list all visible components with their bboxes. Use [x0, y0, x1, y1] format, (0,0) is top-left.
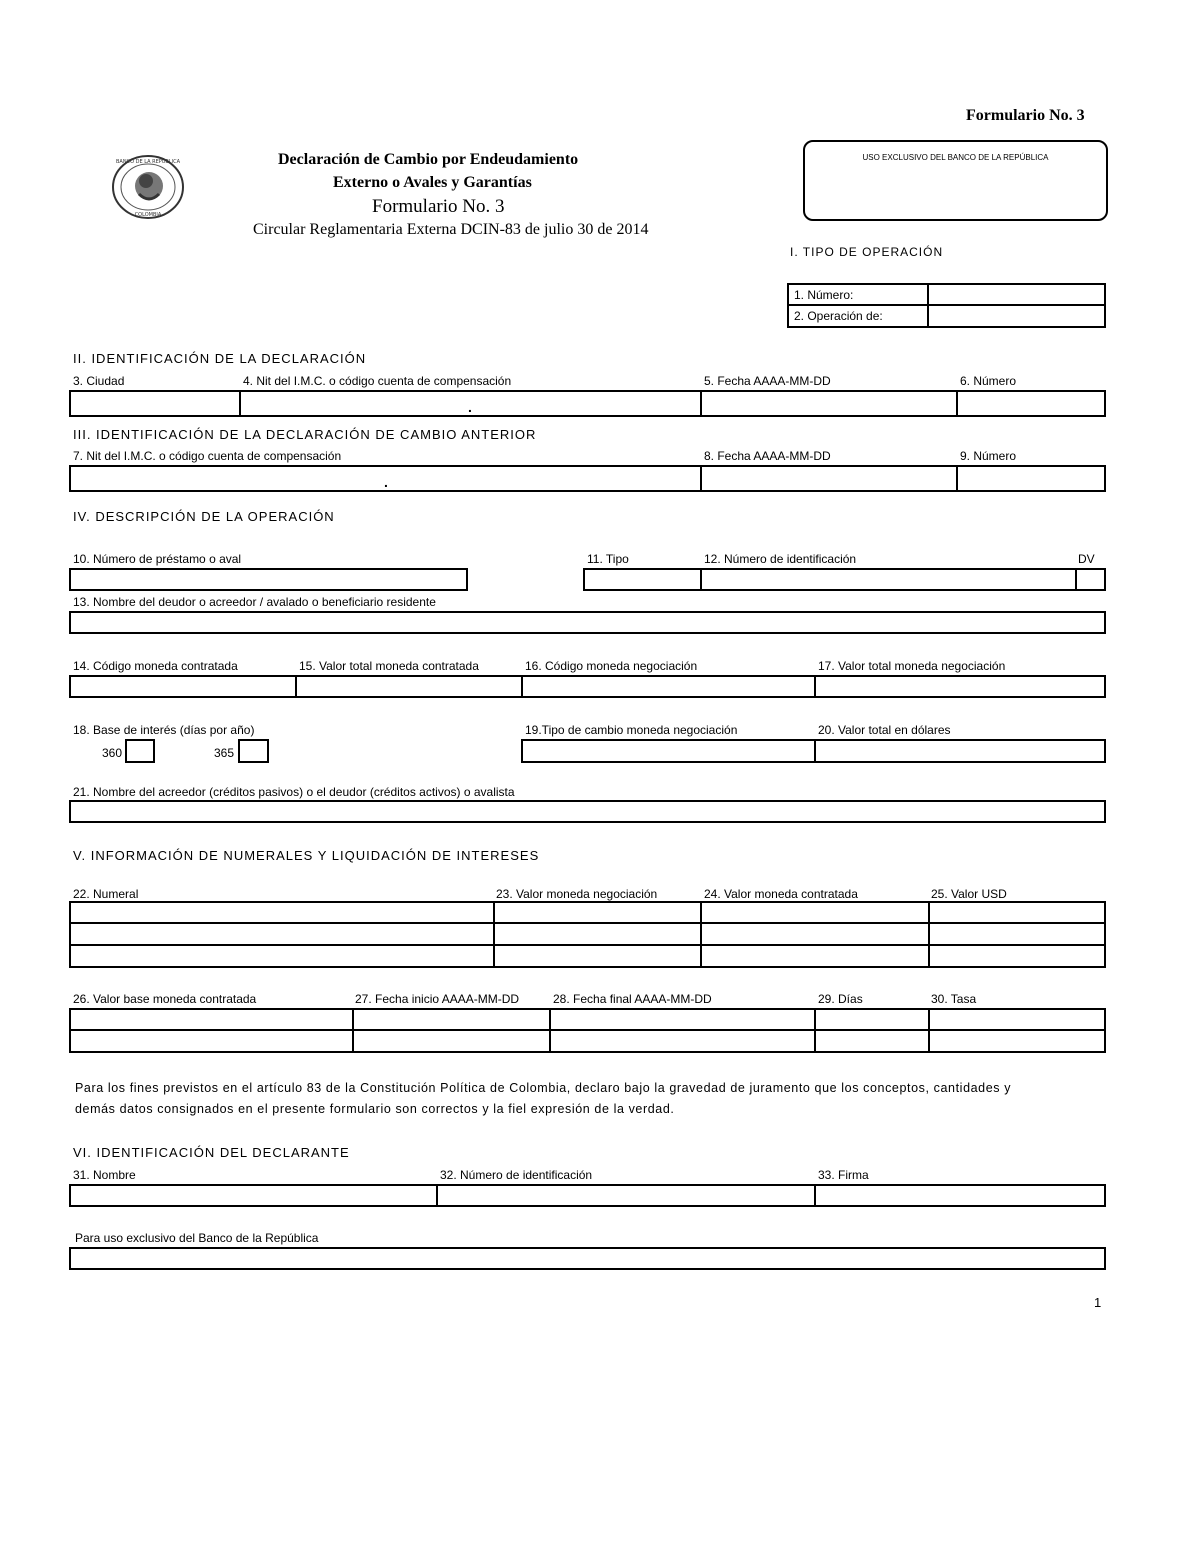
svg-text:COLOMBIA: COLOMBIA [134, 212, 162, 218]
intereses-row-1[interactable] [72, 1011, 1103, 1028]
base-interes-label: 18. Base de interés (días por año) [73, 723, 255, 737]
form-title-line1: Declaración de Cambio por Endeudamiento [278, 151, 579, 168]
valor-moneda-contratada-input[interactable] [298, 678, 520, 695]
page-number: 1 [1094, 1295, 1102, 1310]
numerales-row-3[interactable] [72, 947, 1103, 965]
fecha-input[interactable] [703, 393, 955, 414]
codigo-moneda-negociacion-input[interactable] [524, 678, 813, 695]
opt-360-label: 360 [102, 746, 123, 760]
firma-input[interactable] [817, 1187, 1103, 1204]
nombre-acreedor-label: 21. Nombre del acreedor (créditos pasivos) o el deudor (créditos activos) o avalista [73, 785, 515, 799]
numero-anterior-label: 9. Número [960, 449, 1017, 463]
codigo-moneda-contratada-input[interactable] [72, 678, 294, 695]
bank-seal-logo [111, 154, 185, 220]
valor-moneda-contratada-label: 15. Valor total moneda contratada [299, 659, 479, 673]
valor-moneda-negociacion-input[interactable] [817, 678, 1103, 695]
valor-moneda-negociacion-label: 17. Valor total moneda negociación [818, 659, 1006, 673]
bank-exclusive-label: USO EXCLUSIVO DEL BANCO DE LA REPÚBLICA [862, 153, 1049, 162]
firma-label: 33. Firma [818, 1168, 869, 1182]
operacion-label: 2. Operación de: [794, 309, 883, 323]
identificacion-declarante-input[interactable] [439, 1187, 813, 1204]
tipo-input[interactable] [586, 571, 699, 588]
valor-dolares-input[interactable] [817, 742, 1103, 760]
valor-base-label: 26. Valor base moneda contratada [73, 992, 257, 1006]
opt-365-checkbox[interactable] [238, 739, 269, 763]
fecha-anterior-label: 8. Fecha AAAA-MM-DD [704, 449, 831, 463]
valor-negociacion-label: 23. Valor moneda negociación [496, 887, 658, 901]
tipo-label: 11. Tipo [587, 552, 629, 566]
numerales-row-1[interactable] [72, 904, 1103, 921]
tasa-label: 30. Tasa [931, 992, 977, 1006]
opt-365-label: 365 [214, 746, 235, 760]
numero-prestamo-input[interactable] [69, 568, 468, 591]
section-5-title: V. INFORMACIÓN DE NUMERALES Y LIQUIDACIÓN DE INTERESES [73, 848, 540, 863]
numerales-row-2[interactable] [72, 925, 1103, 943]
intereses-row-2[interactable] [72, 1032, 1103, 1050]
nit-anterior-separator-dot: . [384, 474, 388, 490]
fecha-final-label: 28. Fecha final AAAA-MM-DD [553, 992, 712, 1006]
codigo-moneda-contratada-label: 14. Código moneda contratada [73, 659, 238, 673]
nombre-input[interactable] [72, 1187, 435, 1204]
fecha-inicio-label: 27. Fecha inicio AAAA-MM-DD [355, 992, 520, 1006]
valor-contratada-label: 24. Valor moneda contratada [704, 887, 858, 901]
dv-label: DV [1078, 552, 1095, 566]
section-4-title: IV. DESCRIPCIÓN DE LA OPERACIÓN [73, 509, 335, 524]
numero-declaracion-label: 6. Número [960, 374, 1017, 388]
bank-use-label: Para uso exclusivo del Banco de la República [75, 1231, 319, 1245]
nit-separator-dot: . [468, 399, 472, 415]
bank-use-input[interactable] [69, 1247, 1106, 1270]
dias-label: 29. Días [818, 992, 863, 1006]
nit-imc-label: 4. Nit del I.M.C. o código cuenta de compensación [243, 374, 512, 388]
nombre-label: 31. Nombre [73, 1168, 136, 1182]
nombre-acreedor-input[interactable] [69, 800, 1106, 823]
ciudad-label: 3. Ciudad [73, 374, 125, 388]
nombre-deudor-input[interactable] [69, 611, 1106, 634]
opt-360-checkbox[interactable] [125, 739, 155, 763]
identificacion-declarante-label: 32. Número de identificación [440, 1168, 593, 1182]
ciudad-input[interactable] [72, 393, 238, 414]
valor-usd-label: 25. Valor USD [931, 887, 1007, 901]
nit-anterior-label: 7. Nit del I.M.C. o código cuenta de compensación [73, 449, 342, 463]
codigo-moneda-negociacion-label: 16. Código moneda negociación [525, 659, 698, 673]
fecha-anterior-input[interactable] [703, 468, 955, 489]
circular-reference: Circular Reglamentaria Externa DCIN-83 de julio 30 de 2014 [253, 221, 649, 238]
section-2-title: II. IDENTIFICACIÓN DE LA DECLARACIÓN [73, 351, 367, 366]
numeral-label: 22. Numeral [73, 887, 139, 901]
section-3-title: III. IDENTIFICACIÓN DE LA DECLARACIÓN DE CAMBIO ANTERIOR [73, 427, 537, 442]
numero-identificacion-input[interactable] [703, 571, 1074, 588]
numero-label: 1. Número: [794, 288, 854, 302]
fecha-label: 5. Fecha AAAA-MM-DD [704, 374, 831, 388]
form-title-line2: Externo o Avales y Garantías [333, 174, 532, 191]
declaration-line-1: Para los fines previstos en el artículo 83 de la Constitución Política de Colombia, declaro bajo la gravedad de juramento que los conceptos, cantidades y [75, 1081, 1012, 1095]
numero-prestamo-label: 10. Número de préstamo o aval [73, 552, 242, 566]
numero-declaracion-input[interactable] [959, 393, 1103, 414]
nombre-deudor-label: 13. Nombre del deudor o acreedor / avalado o beneficiario residente [73, 595, 436, 609]
section-6-title: VI. IDENTIFICACIÓN DEL DECLARANTE [73, 1145, 350, 1160]
numero-anterior-input[interactable] [959, 468, 1103, 489]
svg-text:BANCO DE LA REPÚBLICA: BANCO DE LA REPÚBLICA [115, 159, 181, 165]
numero-identificacion-label: 12. Número de identificación [704, 552, 857, 566]
form-title-line3: Formulario No. 3 [372, 196, 505, 217]
operacion-input[interactable] [931, 307, 1103, 325]
valor-dolares-label: 20. Valor total en dólares [818, 723, 951, 737]
tipo-cambio-input[interactable] [524, 742, 813, 760]
numero-input[interactable] [931, 286, 1103, 303]
section-1-title: I. TIPO DE OPERACIÓN [790, 245, 944, 259]
dv-input[interactable] [1078, 571, 1103, 588]
form-number-corner: Formulario No. 3 [966, 107, 1085, 124]
bank-exclusive-box [803, 140, 1108, 221]
declaration-line-2: demás datos consignados en el presente formulario son correctos y la fiel expresión de la verdad. [75, 1102, 675, 1116]
tipo-cambio-label: 19.Tipo de cambio moneda negociación [525, 723, 738, 737]
